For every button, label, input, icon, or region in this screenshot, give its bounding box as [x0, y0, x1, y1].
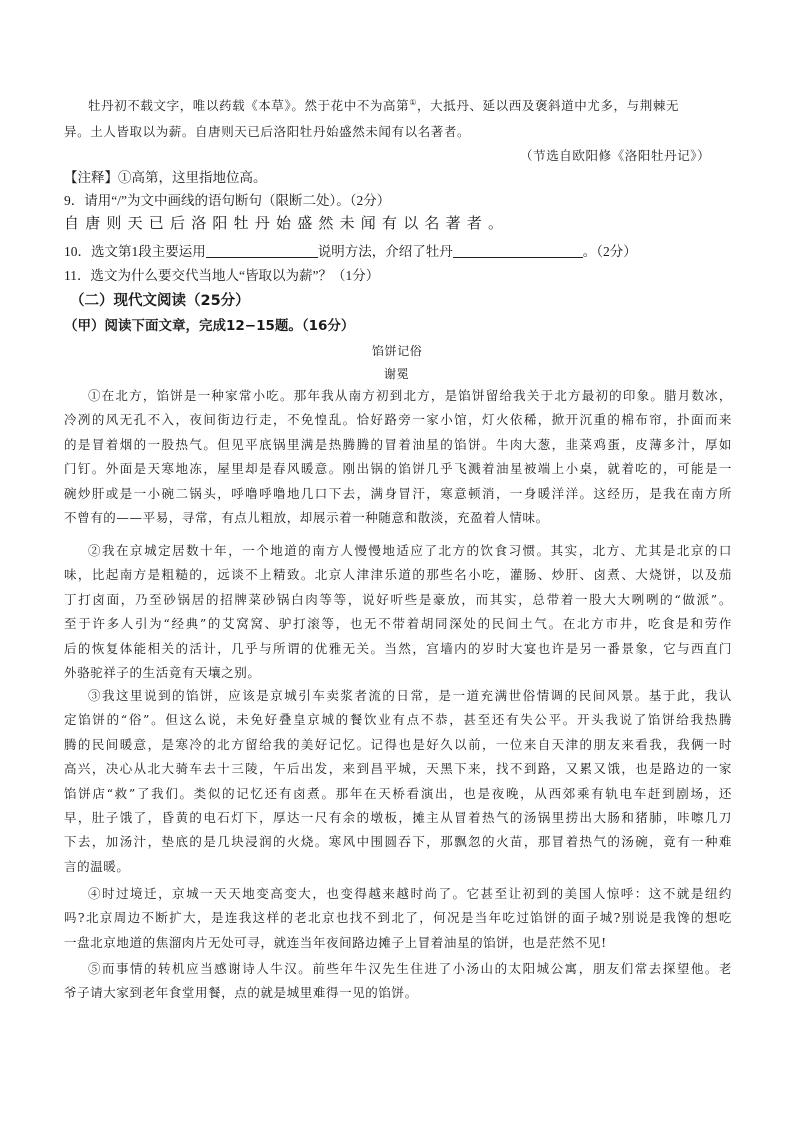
p1-line: 不曾有的——平易，寻常，有点儿粗放，却展示着一种随意和散淡，充盈着人情味。 — [64, 509, 549, 525]
question-11: 11．选文为什么要交代当地人“皆取以为薪”？（1分） — [64, 268, 380, 283]
classical-line-1b: ，大抵丹、延以西及褒斜道中尤多，与荆棘无 — [417, 98, 680, 113]
classical-line-1 — [88, 96, 679, 114]
p4-line: 一盘北京地道的焦溜肉片无处可寻，就连当年夜间路边摊子上冒着油星的馅饼，也是茫然不见! — [64, 934, 607, 950]
question-10-part1: 10．选文第1段主要运用 — [64, 244, 206, 259]
article-author: 谢冕 — [384, 367, 410, 381]
p3-line: 下去，加汤汁，垫底的是几块浸润的火烧。寒风中围圆吞下，那飘忽的火苗，那冒着热气的汤碗，竟有一种难 — [64, 834, 732, 850]
p2-line: 丁打卤面，乃至砂锅居的招牌菜砂锅白肉等等，说好听些是豪放，而其实，总带着一股大大咧咧的“做派”。 — [64, 591, 732, 607]
p1-line: ①在北方，馅饼是一种家常小吃。那年我从南方初到北方，是馅饼留给我关于北方最初的印象。腊月数冰， — [88, 388, 732, 403]
footnote-marker: ① — [409, 97, 418, 107]
p3-line: 言的温暖。 — [64, 858, 130, 874]
question-9-prompt: 9．请用“/”为文中画线的语句断句（限断二处）。（2分） — [64, 193, 391, 208]
p1-line: 门钉。外面是天寒地冻，屋里却是春风暖意。刚出锅的馅饼几乎飞溅着油星被端上小桌，就着吃的，可能是一 — [64, 461, 732, 477]
section-subheading-a: （甲）阅读下面文章，完成12−15题。（16分） — [64, 318, 355, 334]
p2-line: 味，比起南方是粗糙的，远谈不上精致。北京人津津乐道的那些名小吃，灌肠、炒肝、卤煮、大烧饼，以及茄 — [64, 567, 732, 583]
classical-source: （节选自欧阳修《洛阳牡丹记》） — [520, 148, 711, 163]
annotation: 【注释】①高第，这里指地位高。 — [64, 170, 267, 185]
p1-line: 冷冽的风无孔不入，夜间街边行走，不免惶乱。恰好路旁一家小馆，灯火依稀，掀开沉重的棉布帘，扑面而来 — [64, 412, 732, 428]
p3-line: 早，肚子饿了，昏黄的电石灯下，厚达一尺有余的墩板，摊主从冒着热气的汤锅里捞出大肠和猪肺，咔嚓几刀 — [64, 809, 732, 825]
p2-line: 至于许多人引为“经典”的艾窝窝、驴打滚等，也无不带着胡同深处的民间土气。在北方市井，吃食是和劳作 — [64, 616, 732, 632]
p1-line: 碗炒肝或是一小碗二锅头，呼噜呼噜地几口下去，满身冒汗，寒意顿消，一身暖洋洋。这经历，是我在南方所 — [64, 485, 732, 501]
answer-blank-method[interactable] — [206, 245, 318, 258]
p4-line: ④时过境迁，京城一天天地变高变大，也变得越来越时尚了。它甚至让初到的美国人惊呼：这不就是纽约 — [88, 886, 732, 901]
p1-line: 的是冒着烟的一股热气。但见平底锅里满是热腾腾的冒着油星的馅饼。牛肉大葱，韭菜鸡蛋，皮薄多汁，厚如 — [64, 436, 732, 452]
question-10-part3: 。（2分） — [582, 244, 637, 259]
article-paragraph-3 — [64, 684, 732, 879]
classical-line-2: 异。土人皆取以为薪。自唐则天已后洛阳牡丹始盛然未闻有以名著者。 — [64, 124, 471, 139]
p5-line: ⑤而事情的转机应当感谢诗人牛汉。前些年牛汉先生住进了小汤山的太阳城公寓，朋友们常去探望他。老 — [88, 961, 732, 976]
p3-line: 馅饼店“救”了我们。类似的记忆还有卤煮。那年在天桥看演出，也是夜晚，从西郊乘有轨电车赶到剧场，还 — [64, 785, 732, 801]
p3-line: 腾的民间暖意，是寒冷的北方留给我的美好记忆。记得也是好久以前，一位来自天津的朋友来看我，我俩一时 — [64, 736, 732, 752]
article-paragraph-4 — [64, 882, 732, 955]
article-paragraph-5 — [64, 957, 732, 1006]
classical-line-1a: 牡丹初不载文字，唯以药载《本草》。然于花中不为高第 — [88, 98, 410, 113]
p3-line: 高兴，决心从北大骑车去十三陵，午后出发，来到昌平城，天黑下来，找不到路，又累又饿，也是路边的一家 — [64, 761, 732, 777]
question-10-part2: 说明方法，介绍了牡丹 — [317, 244, 453, 259]
p2-line: 后的恢复体能相关的活计，几乎与所谓的优雅无关。当然，宫墙内的岁时大宴也许是另一番景象，它与西直门 — [64, 640, 732, 656]
question-9-sentence: 自唐则天已后洛阳牡丹始盛然未闻有以名著者。 — [64, 216, 510, 232]
answer-blank-feature[interactable] — [453, 245, 583, 258]
p5-line: 爷子请大家到老年食堂用餐，点的就是城里难得一见的馅饼。 — [64, 985, 418, 1001]
article-paragraph-1 — [64, 384, 732, 530]
p3-line: ③我这里说到的馅饼，应该是京城引车卖浆者流的日常，是一道充满世俗情调的民间风景。基于此，我认 — [88, 688, 732, 703]
question-10 — [64, 240, 637, 260]
article-title: 馅饼记俗 — [372, 344, 423, 358]
p2-line: ②我在京城定居数十年，一个地道的南方人慢慢地适应了北方的饮食习惯。其实，北方、尤其是北京的口 — [88, 543, 732, 558]
p3-line: 定馅饼的“俗”。但这么说，未免好叠皇京城的餐饮业有点不恭，甚至还有失公平。开头我说了馅饼给我热腾 — [64, 712, 732, 728]
section-heading-modern-reading: （二）现代文阅读（25分） — [70, 293, 250, 309]
p4-line: 吗?北京周边不断扩大，是连我这样的老北京也找不到北了，何况是当年吃过馅饼的面子城?别说是我馋的想吃 — [64, 910, 732, 926]
article-paragraph-2 — [64, 539, 732, 685]
p2-line: 外骆驼祥子的生活竟有天壤之别。 — [64, 664, 261, 680]
